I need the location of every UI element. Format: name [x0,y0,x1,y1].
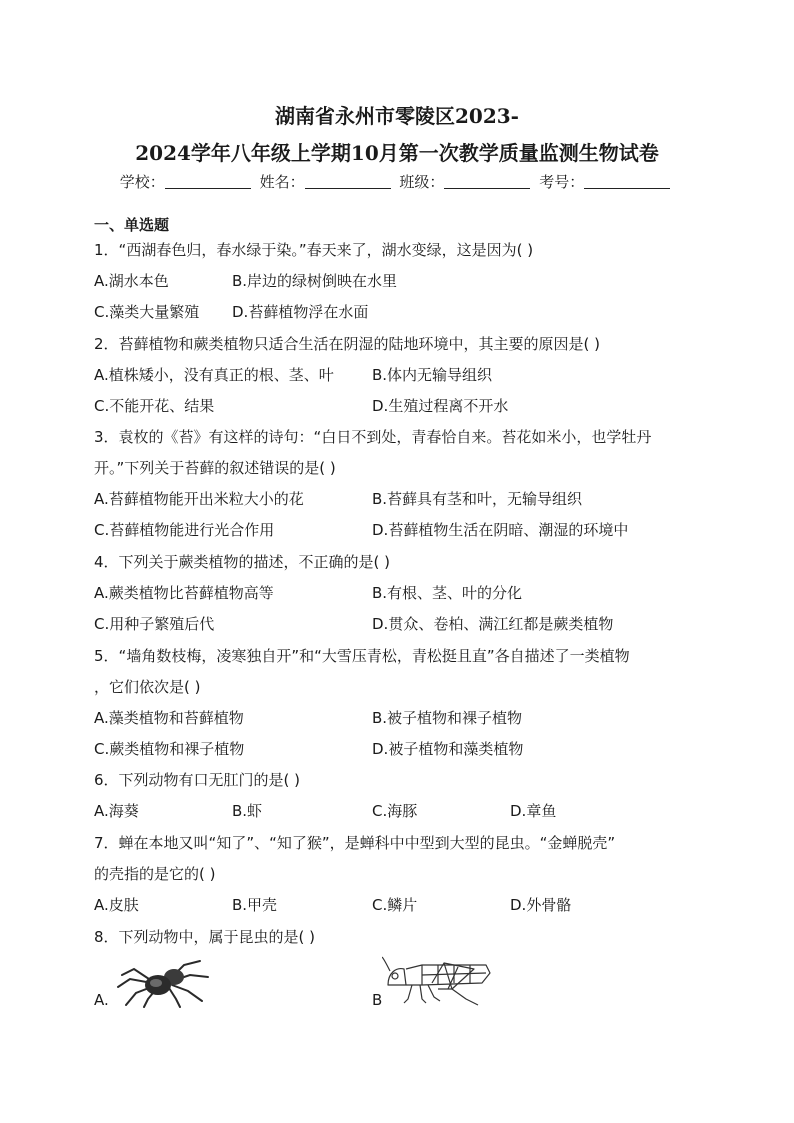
question-2-option-d[interactable]: D.生殖过程离不开水 [372,397,509,415]
question-6-option-a[interactable]: A.海葵 [94,802,139,820]
question-4-option-c[interactable]: C.用种子繁殖后代 [94,615,215,633]
question-8-stem: 8．下列动物中，属于昆虫的是( ) [94,928,316,946]
school-blank[interactable] [165,174,251,189]
exam-number-label: 考号： [539,173,585,191]
question-3-stem-line1: 3．袁枚的《苔》有这样的诗句：“白日不到处，青春恰自来。苔花如米小，也学牡丹 [94,428,652,446]
question-4-stem: 4．下列关于蕨类植物的描述，不正确的是( ) [94,553,391,571]
spider-image [112,953,212,1008]
question-1-option-d[interactable]: D.苔藓植物浮在水面 [232,303,369,321]
section-title: 一、单选题 [94,216,170,234]
exam-title-line1: 湖南省永州市零陵区2023- [275,104,519,128]
question-4-option-d[interactable]: D.贯众、卷柏、满江红都是蕨类植物 [372,615,614,633]
question-5-stem-line1: 5．“墙角数枝梅，凌寒独自开”和“大雪压青松，青松挺且直”各自描述了一类植物 [94,647,630,665]
question-1-option-a[interactable]: A.湖水本色 [94,272,169,290]
exam-title-line2: 2024学年八年级上学期10月第一次教学质量监测生物试卷 [135,141,659,165]
question-6-stem: 6．下列动物有口无肛门的是( ) [94,771,301,789]
question-7-option-c[interactable]: C.鳞片 [372,896,418,914]
question-8-option-b[interactable]: B [372,991,383,1009]
question-3-option-a[interactable]: A.苔藓植物能开出米粒大小的花 [94,490,304,508]
question-3-option-d[interactable]: D.苔藓植物生活在阴暗、潮湿的环境中 [372,521,629,539]
question-1-option-c[interactable]: C.藻类大量繁殖 [94,303,200,321]
question-2-option-b[interactable]: B.体内无输导组织 [372,366,493,384]
question-5-option-b[interactable]: B.被子植物和裸子植物 [372,709,523,727]
question-6-option-b[interactable]: B.虾 [232,802,263,820]
question-7-stem-line2: 的壳指的是它的( ) [94,865,216,883]
question-5-option-d[interactable]: D.被子植物和藻类植物 [372,740,524,758]
question-7-option-b[interactable]: B.甲壳 [232,896,278,914]
question-6-option-c[interactable]: C.海豚 [372,802,418,820]
question-6-option-d[interactable]: D.章鱼 [510,802,557,820]
question-5-option-a[interactable]: A.藻类植物和苔藓植物 [94,709,244,727]
question-4-option-b[interactable]: B.有根、茎、叶的分化 [372,584,523,602]
question-1-stem: 1．“西湖春色归，春水绿于染。”春天来了，湖水变绿，这是因为( ) [94,241,534,259]
question-3-option-b[interactable]: B.苔藓具有茎和叶，无输导组织 [372,490,583,508]
question-3-stem-line2: 开。”下列关于苔藓的叙述错误的是( ) [94,459,336,477]
question-3-option-c[interactable]: C.苔藓植物能进行光合作用 [94,521,275,539]
student-info-line [0,171,794,192]
question-4-option-a[interactable]: A.蕨类植物比苔藓植物高等 [94,584,274,602]
question-5-stem-line2: ，它们依次是( ) [94,678,201,696]
school-label: 学校： [119,173,165,191]
question-5-option-c[interactable]: C.蕨类植物和裸子植物 [94,740,245,758]
question-2-stem: 2．苔藓植物和蕨类植物只适合生活在阴湿的陆地环境中，其主要的原因是( ) [94,335,601,353]
question-7-option-a[interactable]: A.皮肤 [94,896,139,914]
question-7-option-d[interactable]: D.外骨骼 [510,896,572,914]
question-1-option-b[interactable]: B.岸边的绿树倒映在水里 [232,272,398,290]
question-7-stem-line1: 7．蝉在本地又叫“知了”、“知了猴”，是蝉科中中型到大型的昆虫。“金蝉脱壳” [94,834,616,852]
question-2-option-c[interactable]: C.不能开花、结果 [94,397,215,415]
name-label: 姓名： [259,173,305,191]
question-8-option-a[interactable]: A. [94,991,109,1009]
class-label: 班级： [399,173,445,191]
grasshopper-image [382,955,494,1007]
question-2-option-a[interactable]: A.植株矮小，没有真正的根、茎、叶 [94,366,334,384]
exam-number-blank[interactable] [584,174,670,189]
name-blank[interactable] [305,174,391,189]
class-blank[interactable] [444,174,530,189]
